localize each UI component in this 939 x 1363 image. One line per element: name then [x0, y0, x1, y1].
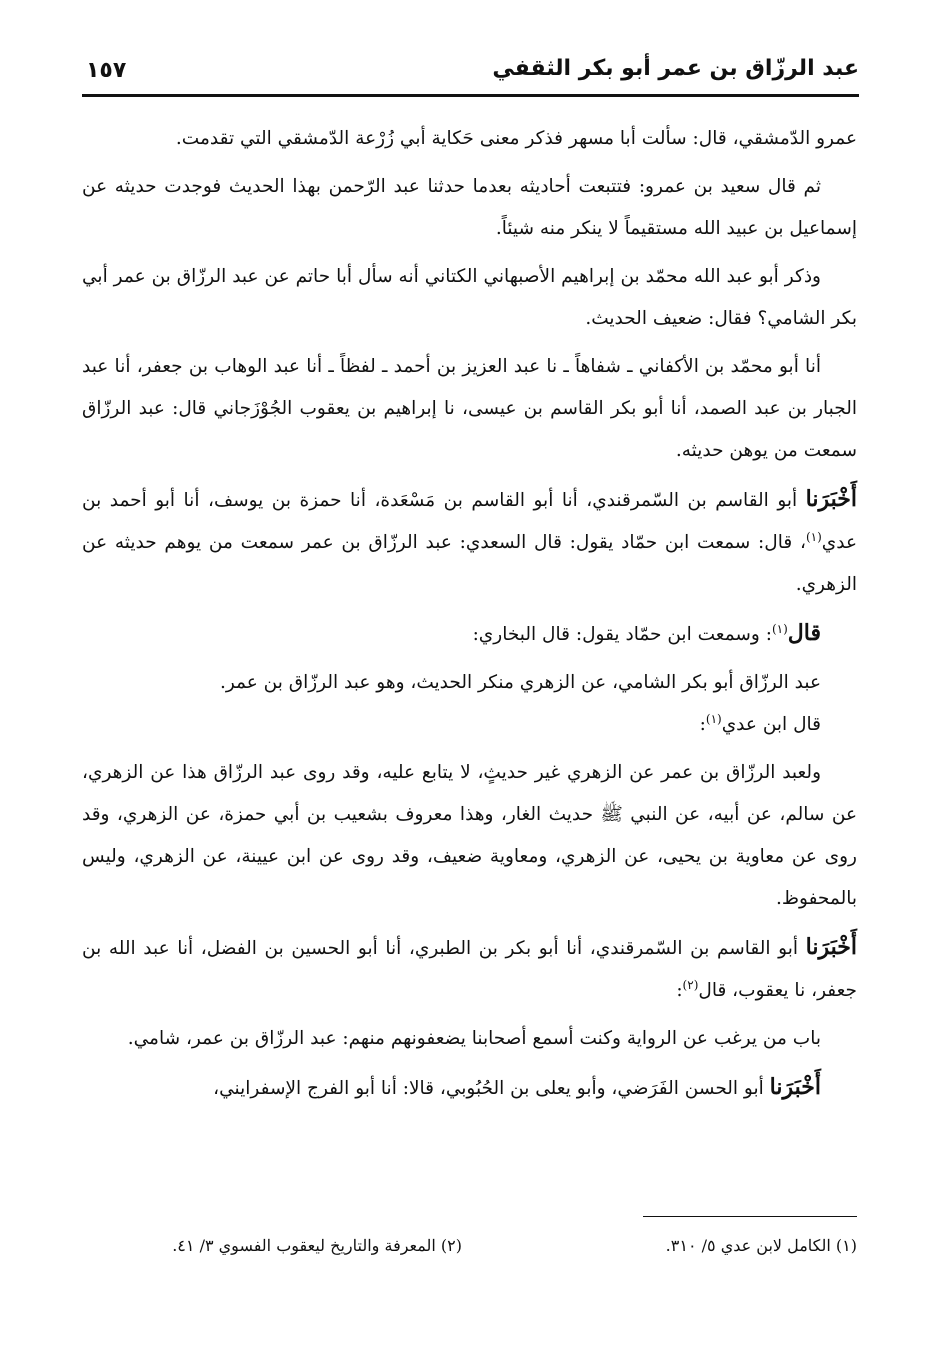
qala-lead: قال	[787, 620, 821, 646]
akhbarana-lead: أَخْبَرَنا	[769, 1074, 821, 1100]
akhbarana-lead: أَخْبَرَنا	[805, 934, 857, 960]
paragraph	[82, 612, 857, 656]
paragraph-text: أبو الحسن الفَرَضي، وأبو يعلى بن الحُبُوبي، قالا: أنا أبو الفرج الإسفرايني،	[213, 1078, 764, 1099]
running-title: عبد الرزّاق بن عمر أبو بكر الثقفي	[492, 56, 859, 81]
footnotes	[82, 1236, 857, 1266]
footnote-ref: (٢)	[682, 977, 699, 992]
paragraph-text: عبد الرزّاق أبو بكر الشامي، عن الزهري منكر الحديث، وهو عبد الرزّاق بن عمر.	[219, 672, 821, 693]
footnote-ref: (١)	[705, 711, 722, 726]
paragraph-text: عمرو الدّمشقي، قال: سألت أبا مسهر فذكر معنى حَكاية أبي زُرْعة الدّمشقي التي تقدمت.	[175, 128, 857, 149]
page-header	[82, 50, 859, 97]
paragraph-text: أبو القاسم بن السّمرقندي، أنا أبو بكر بن الطبري، أنا أبو الحسين بن الفضل، أنا عبد الله بن جعفر، نا يعقوب، قال	[82, 938, 857, 1001]
footnote-ref: (١)	[771, 621, 788, 636]
footnote: (٢) المعرفة والتاريخ ليعقوب الفسوي ٣/ ٤١.	[172, 1236, 462, 1255]
paragraph-text: أبو القاسم بن السّمرقندي، أنا أبو القاسم بن مَسْعَدة، أنا حمزة بن يوسف، أنا أبو أحمد بن عدي	[82, 490, 857, 553]
paragraph	[82, 752, 857, 920]
paragraph-text: باب من يرغب عن الرواية وكنت أسمع أصحابنا يضعفونهم منهم: عبد الرزّاق بن عمر، شامي.	[127, 1028, 821, 1049]
main-text	[82, 118, 857, 1116]
paragraph	[82, 926, 857, 1012]
paragraph-text: قال ابن عدي	[721, 714, 821, 735]
paragraph	[82, 1066, 857, 1110]
paragraph	[82, 478, 857, 606]
footnote-divider	[643, 1216, 857, 1217]
paragraph-text: أنا أبو محمّد بن الأكفاني ـ شفاهاً ـ نا عبد العزيز بن أحمد ـ لفظاً ـ أنا عبد الوهاب بن جعفر، أنا عبد الجبار بن عبد الصمد، أنا أبو بكر القاسم بن عيسى، نا إبراهيم بن يعقوب الجُوْزَجاني قال: عبد الرزّاق سمعت من يوهن حديثه.	[82, 356, 857, 461]
paragraph-text: :	[699, 714, 706, 735]
paragraph-text: :	[676, 980, 683, 1001]
paragraph	[82, 346, 857, 472]
paragraph	[82, 662, 857, 704]
paragraph-text: ولعبد الرزّاق بن عمر عن الزهري غير حديثٍ، لا يتابع عليه، وقد روى عبد الرزّاق هذا عن الزهري، عن سالم، عن أبيه، عن النبي ﷺ حديث الغار، وهذا معروف بشعيب بن أبي حمزة، عن الزهري، وقد روى عن معاوية بن يحيى، عن الزهري، ومعاوية ضعيف، وقد روى عن ابن عيينة، عن الزهري، وليس بالمحفوظ.	[82, 762, 857, 909]
paragraph-text: وذكر أبو عبد الله محمّد بن إبراهيم الأصبهاني الكتاني أنه سأل أبا حاتم عن عبد الرزّاق بن عمر أبي بكر الشامي؟ فقال: ضعيف الحديث.	[82, 266, 857, 329]
footnote-ref: (١)	[805, 529, 822, 544]
paragraph	[82, 256, 857, 340]
akhbarana-lead: أَخْبَرَنا	[805, 486, 857, 512]
paragraph	[82, 166, 857, 250]
footnote: (١) الكامل لابن عدي ٥/ ٣١٠.	[665, 1236, 857, 1255]
page-number: ١٥٧	[86, 58, 127, 83]
paragraph-text: ثم قال سعيد بن عمرو: فتتبعت أحاديثه بعدما حدثنا عبد الرّحمن بهذا الحديث فوجدت حديثه عن إسماعيل بن عبيد الله مستقيماً لا ينكر منه شيئاً.	[82, 176, 857, 239]
paragraph-text: : وسمعت ابن حمّاد يقول: قال البخاري:	[472, 624, 772, 645]
paragraph	[82, 118, 857, 160]
paragraph-text: ، قال: سمعت ابن حمّاد يقول: قال السعدي: عبد الرزّاق بن عمر سمعت من يوهم حديثه عن الزهري.	[82, 532, 857, 595]
paragraph	[82, 1018, 857, 1060]
paragraph	[82, 704, 857, 746]
